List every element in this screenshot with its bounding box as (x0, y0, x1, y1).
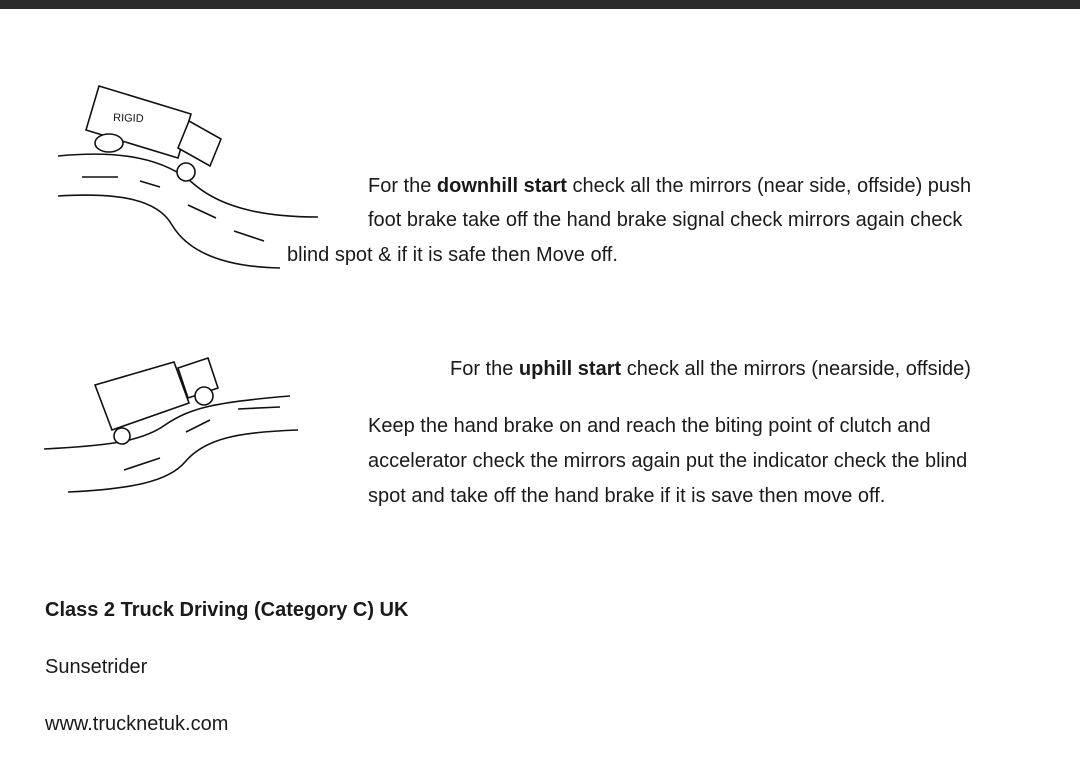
uphill-rear-wheel (114, 428, 130, 444)
uphill-front-wheel (195, 387, 213, 405)
uphill-truck-illustration (44, 358, 298, 492)
uphill-road-dash (124, 458, 160, 470)
downhill-line-1 (368, 169, 971, 203)
uphill-line-2: accelerator check the mirrors again put the indicator check the blind (368, 450, 968, 472)
uphill-heading-line (450, 352, 971, 386)
downhill-prefix: For the (368, 175, 437, 197)
uphill-line-1: Keep the hand brake on and reach the biting point of clutch and (368, 415, 931, 437)
uphill-heading-rest: check all the mirrors (nearside, offside) (621, 358, 971, 380)
uphill-road-dash (238, 407, 280, 409)
website-link[interactable]: www.trucknetuk.com (45, 713, 229, 735)
downhill-line-3: blind spot & if it is safe then Move off. (287, 244, 618, 266)
document-title: Class 2 Truck Driving (Category C) UK (45, 599, 409, 621)
downhill-truck-label: RIGID (112, 112, 144, 126)
downhill-line-2: foot brake take off the hand brake signal check mirrors again check (368, 209, 963, 231)
uphill-line-3: spot and take off the hand brake if it is save then move off. (368, 485, 886, 507)
downhill-rear-wheel (95, 134, 123, 152)
downhill-road-dash (140, 181, 160, 187)
author-name: Sunsetrider (45, 656, 148, 678)
downhill-road-bottom-edge (58, 195, 280, 268)
downhill-road-dash (188, 205, 216, 218)
downhill-front-wheel (177, 163, 195, 181)
downhill-road-dash (234, 231, 264, 241)
downhill-line-1-rest: check all the mirrors (near side, offside) push (566, 175, 972, 197)
uphill-prefix: For the (450, 358, 519, 380)
downhill-start-term: downhill start (436, 175, 567, 197)
uphill-road-dash (186, 420, 210, 432)
uphill-start-term: uphill start (518, 358, 622, 380)
uphill-road-bottom-edge (68, 430, 298, 492)
